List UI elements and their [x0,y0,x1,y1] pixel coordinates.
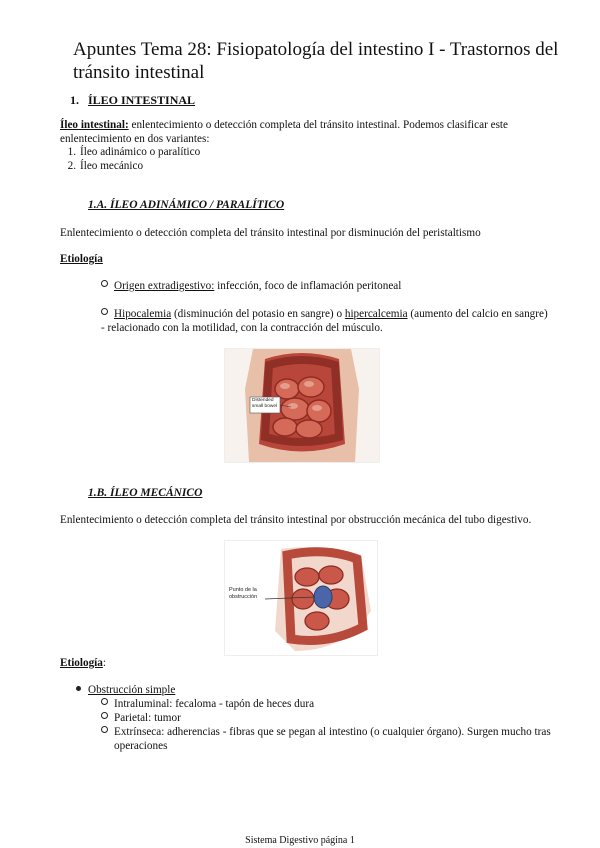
list-item [101,308,551,335]
item-term: hipercalcemia [344,308,408,320]
list-item [60,160,200,174]
sub-list-item [101,726,554,753]
variant-list [60,146,200,173]
definition-text: enlentecimiento o detección completa del tránsito intestinal. Podemos clasificar este enlentecimiento en dos variantes: [60,119,509,145]
distended-bowel-figure [224,348,380,463]
section-title: ÍLEO INTESTINAL [88,93,196,107]
etiology-colon: : [102,657,106,669]
etiology-label: Etiología [60,657,103,669]
list-number: 1. [67,146,76,158]
definition-term: Íleo intestinal: [60,119,129,131]
sub-item-text: Intraluminal: fecaloma - tapón de heces dura [114,698,315,710]
section-1b-heading: 1.B. ÍLEO MECÁNICO [88,487,203,499]
bullet-icon [76,686,81,691]
obstruction-figure [224,540,378,656]
sub-item-text: Parietal: tumor [114,712,181,724]
circle-bullet-icon [101,308,108,315]
section-1a-heading: 1.A. ÍLEO ADINÁMICO / PARALÍTICO [88,199,285,211]
page-title: Apuntes Tema 28: Fisiopatología del intestino I - Trastornos del tránsito intestinal [73,39,559,83]
section-1a-description: Enlentecimiento o detección completa del tránsito intestinal por disminución del peristaltismo [60,227,481,239]
item-text: infección, foco de inflamación peritoneal [214,280,402,292]
circle-bullet-icon [101,698,108,705]
abdomen-illustration [225,349,379,462]
item-text: (disminución del potasio en sangre) o [171,308,345,320]
section-number: 1. [70,93,79,107]
item-term: Hipocalemia [114,308,172,320]
item-text: (aumento del calcio en sangre) - relacionado con la motilidad, con la contracción del músculo. [101,308,548,334]
section-1b-description: Enlentecimiento o detección completa del tránsito intestinal por obstrucción mecánica del tubo digestivo. [60,514,532,526]
sub-list-item [101,712,181,726]
bullet-text: Obstrucción simple [88,684,176,696]
figure-label: Distended small bowel [252,398,278,409]
etiology-label: Etiología [60,253,103,265]
sub-list-item [101,698,314,712]
circle-bullet-icon [101,280,108,287]
list-item [101,280,561,294]
circle-bullet-icon [101,712,108,719]
list-item [60,146,200,160]
definition-paragraph [60,119,560,146]
page-footer: Sistema Digestivo página 1 [245,835,355,846]
list-text: Íleo mecánico [80,159,144,172]
list-number: 2. [67,159,76,172]
figure-label: Punto de la obstrucción [229,587,258,600]
etiology-heading [60,657,106,671]
circle-bullet-icon [101,726,108,733]
list-text: Íleo adinámico o paralítico [80,146,201,158]
sub-item-text: Extrínseca: adherencias - fibras que se pegan al intestino (o cualquier órgano). Surgen mucho tras operaciones [114,726,551,752]
section-1-heading [70,93,195,108]
item-term: Origen extradigestivo: [114,280,215,292]
list-item [76,684,175,698]
